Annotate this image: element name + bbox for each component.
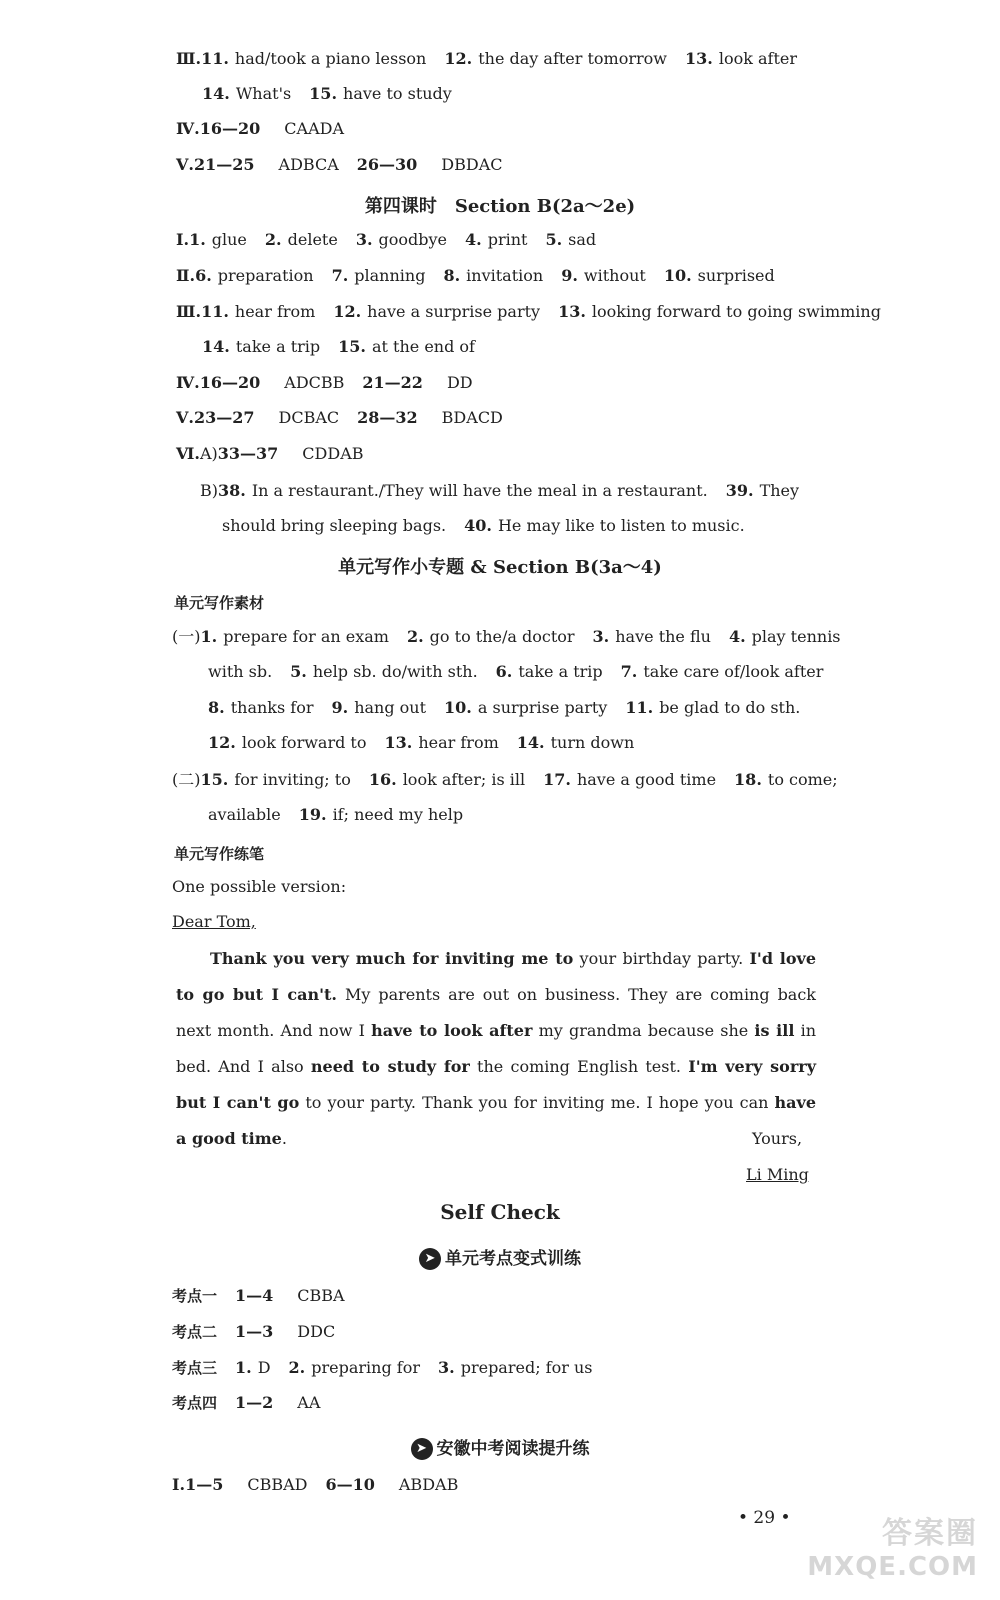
heading-anhui-reading: ➤ 安徽中考阅读提升练	[0, 1434, 1000, 1460]
subheading-writing-practice: 单元写作练笔	[174, 845, 265, 863]
letter-salutation: Dear Tom,	[172, 912, 256, 931]
answer-line-w-g1-1: (一)1. prepare for an exam 2. go to the/a doctor 3. have the flu 4. play tennis	[172, 627, 841, 646]
heading-unit-practice: ➤ 单元考点变式训练	[0, 1244, 1000, 1270]
answer-line-s4-5: Ⅳ.16—20 ADCBB 21—22 DD	[176, 373, 473, 392]
kaodian-line-3: 考点三 1. D 2. preparing for 3. prepared; for us	[172, 1358, 593, 1377]
arrow-right-circle-icon: ➤	[419, 1248, 441, 1270]
arrow-right-circle-icon: ➤	[411, 1438, 433, 1460]
answer-line-p1-4: Ⅴ.21—25 ADBCA 26—30 DBDAC	[176, 155, 503, 174]
answer-line-p1-1: Ⅲ.11. had/took a piano lesson 12. the day after tomorrow 13. look after	[176, 49, 797, 68]
self-check-title: Self Check	[440, 1200, 560, 1224]
section-title-writing: 单元写作小专题 & Section B(3a～4)	[338, 557, 662, 578]
answer-line-s4-1: Ⅰ.1. glue 2. delete 3. goodbye 4. print 5. sad	[176, 230, 597, 249]
answer-line-last: Ⅰ.1—5 CBBAD 6—10 ABDAB	[172, 1475, 459, 1494]
answer-line-p1-2: 14. What's 15. have to study	[202, 84, 452, 103]
answer-line-w-g1-3: 8. thanks for 9. hang out 10. a surprise party 11. be glad to do sth.	[208, 698, 801, 717]
letter-body: Thank you very much for inviting me to your birthday party. I'd love to go but I can't. My parents are out on business. They are coming back next month. And now I have to look after my grandma because she is ill in bed. And I also need to study for the coming English test. I'm very sorry but I can't go to your party. Thank you for inviting me. I hope you can have a good time.	[176, 949, 817, 1148]
answer-line-s4-2: Ⅱ.6. preparation 7. planning 8. invitation 9. without 10. surprised	[176, 266, 775, 285]
letter-closing: Yours,	[752, 1129, 803, 1148]
answer-line-s4-3: Ⅲ.11. hear from 12. have a surprise party 13. looking forward to going swimming	[176, 302, 881, 321]
answer-line-w-g1-4: 12. look forward to 13. hear from 14. turn down	[208, 733, 635, 752]
kaodian-line-4: 考点四 1—2 AA	[172, 1393, 321, 1412]
answer-line-s4-4: 14. take a trip 15. at the end of	[202, 337, 475, 356]
answer-line-s4-9: should bring sleeping bags. 40. He may like to listen to music.	[222, 516, 745, 535]
kaodian-line-2: 考点二 1—3 DDC	[172, 1322, 336, 1341]
possible-version-label: One possible version:	[172, 877, 347, 896]
watermark: 答案圈 MXQE.COM	[807, 1516, 978, 1582]
answer-line-w-g2-1: (二)15. for inviting; to 16. look after; is ill 17. have a good time 18. to come;	[172, 770, 838, 789]
answer-line-s4-7: Ⅵ.A)33—37 CDDAB	[176, 444, 364, 463]
subheading-writing-material: 单元写作素材	[174, 594, 265, 612]
answer-line-w-g1-2: with sb. 5. help sb. do/with sth. 6. take a trip 7. take care of/look after	[208, 662, 824, 681]
answer-line-w-g2-2: available 19. if; need my help	[208, 805, 464, 824]
letter-signature: Li Ming	[746, 1165, 809, 1184]
page-number: • 29 •	[738, 1508, 791, 1528]
answer-line-p1-3: Ⅳ.16—20 CAADA	[176, 119, 344, 138]
answer-line-s4-6: Ⅴ.23—27 DCBAC 28—32 BDACD	[176, 408, 503, 427]
section-title-lesson4: 第四课时 Section B(2a～2e)	[364, 196, 636, 217]
kaodian-line-1: 考点一 1—4 CBBA	[172, 1286, 345, 1305]
answer-line-s4-8: B)38. In a restaurant./They will have the meal in a restaurant. 39. They	[200, 481, 800, 500]
